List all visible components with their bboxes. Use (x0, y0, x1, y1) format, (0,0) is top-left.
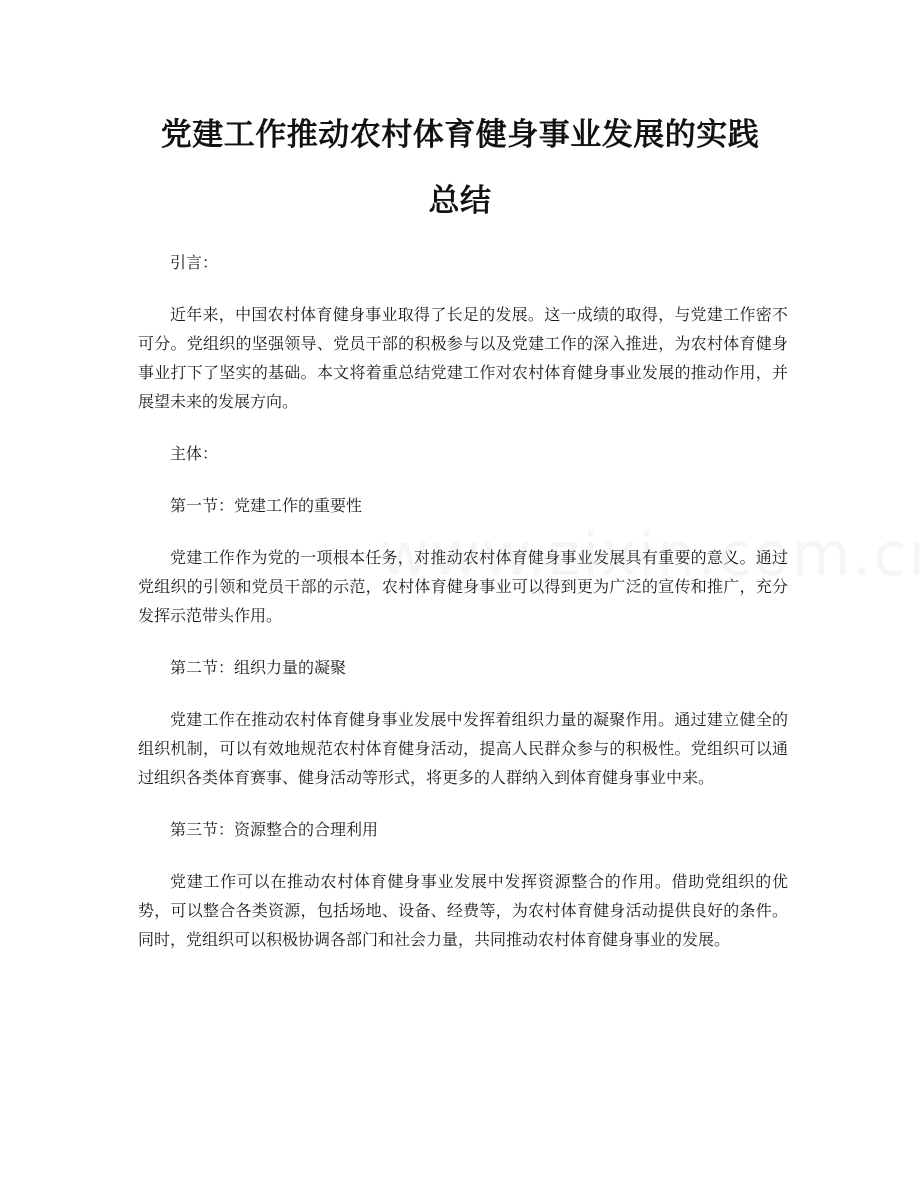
section-2-paragraph: 党建工作在推动农村体育健身事业发展中发挥着组织力量的凝聚作用。通过建立健全的组织机制，可以有效地规范农村体育健身活动，提高人民群众参与的积极性。党组织可以通过组织各类体育赛事、健身活动等形式，将更多的人群纳入到体育健身事业中来。 (138, 710, 788, 787)
section-3-heading: 第三节：资源整合的合理利用 (170, 820, 379, 839)
intro-heading: 引言： (170, 253, 219, 272)
section-1-paragraph: 党建工作作为党的一项根本任务，对推动农村体育健身事业发展具有重要的意义。通过党组织的引领和党员干部的示范，农村体育健身事业可以得到更为广泛的宣传和推广，充分发挥示范带头作用。 (138, 548, 788, 625)
title-line-1: 党建工作推动农村体育健身事业发展的实践 (160, 117, 760, 153)
document-title (120, 102, 800, 234)
main-heading: 主体： (170, 444, 219, 463)
section-1-heading: 第一节：党建工作的重要性 (170, 496, 363, 515)
intro-paragraph: 近年来，中国农村体育健身事业取得了长足的发展。这一成绩的取得，与党建工作密不可分。党组织的坚强领导、党员干部的积极参与以及党建工作的深入推进，为农村体育健身事业打下了坚实的基础。本文将着重总结党建工作对农村体育健身事业发展的推动作用，并展望未来的发展方向。 (138, 305, 788, 411)
section-2-heading: 第二节：组织力量的凝聚 (170, 658, 347, 677)
section-3-paragraph: 党建工作可以在推动农村体育健身事业发展中发挥资源整合的作用。借助党组织的优势，可以整合各类资源，包括场地、设备、经费等，为农村体育健身活动提供良好的条件。同时，党组织可以积极协调各部门和社会力量，共同推动农村体育健身事业的发展。 (138, 872, 788, 949)
title-line-2: 总结 (428, 183, 492, 219)
document-body (138, 248, 788, 977)
